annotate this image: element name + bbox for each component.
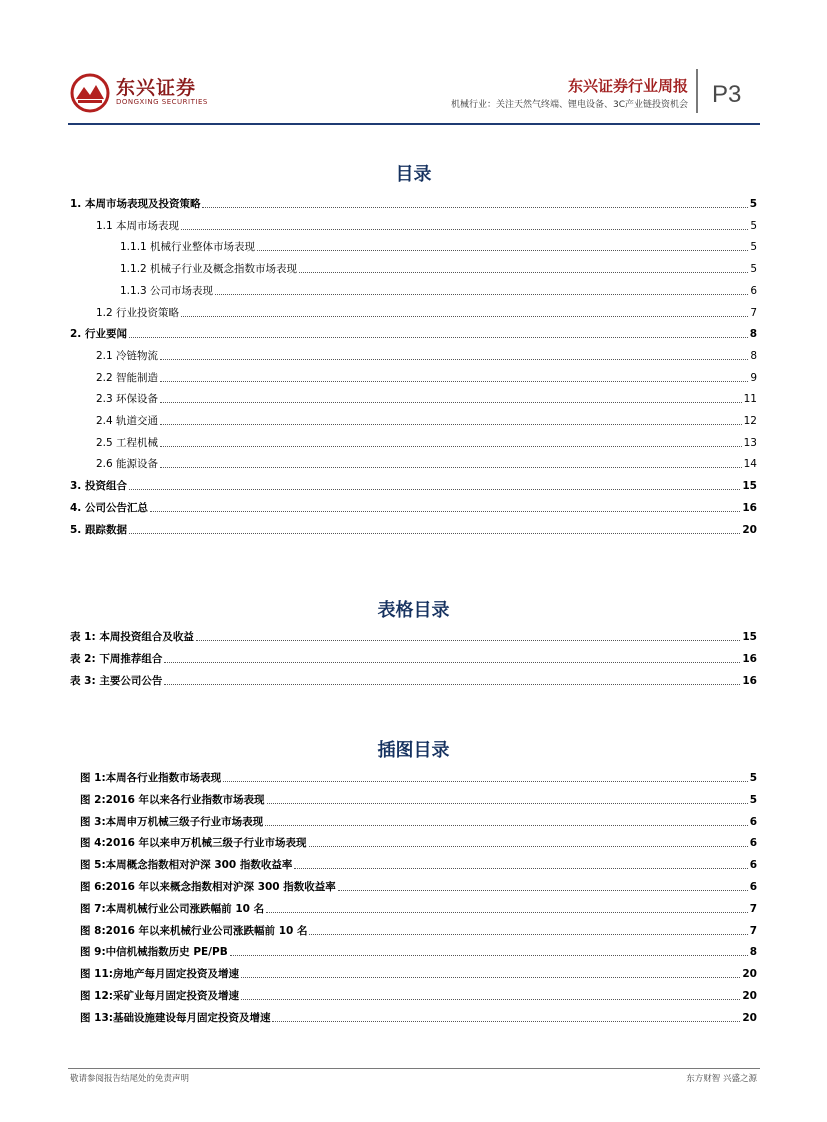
entry-label: 2. 行业要闻 bbox=[70, 328, 127, 341]
dot-leader bbox=[223, 781, 748, 782]
report-title: 东兴证券行业周报 bbox=[567, 77, 688, 95]
entry-label: 图 8:2016 年以来机械行业公司涨跌幅前 10 名 bbox=[80, 924, 308, 937]
figures-entry[interactable] bbox=[80, 902, 757, 916]
entry-label: 2.5 工程机械 bbox=[96, 436, 159, 449]
dot-leader bbox=[160, 467, 742, 468]
toc-entry[interactable] bbox=[70, 479, 757, 493]
figures-entry[interactable] bbox=[80, 880, 757, 894]
dot-leader bbox=[129, 533, 740, 534]
dot-leader bbox=[160, 424, 742, 425]
dot-leader bbox=[265, 825, 748, 826]
dongxing-logo-icon bbox=[70, 73, 110, 113]
toc-entry[interactable] bbox=[70, 523, 757, 537]
entry-page-number: 5 bbox=[749, 793, 757, 806]
entry-page-number: 6 bbox=[749, 881, 757, 893]
entry-page-number: 7 bbox=[750, 306, 757, 319]
dot-leader bbox=[267, 803, 748, 804]
entry-label: 图 6:2016 年以来概念指数相对沪深 300 指数收益率 bbox=[80, 881, 336, 893]
dot-leader bbox=[230, 955, 748, 956]
dot-leader bbox=[129, 337, 748, 338]
entry-label: 图 12:采矿业每月固定投资及增速 bbox=[80, 990, 239, 1002]
entry-page-number: 9 bbox=[750, 371, 757, 384]
entry-page-number: 20 bbox=[742, 968, 757, 981]
entry-label: 2.6 能源设备 bbox=[96, 458, 159, 471]
dot-leader bbox=[257, 250, 748, 251]
entry-page-number: 5 bbox=[750, 263, 757, 276]
entry-label: 1.1.2 机械子行业及概念指数市场表现 bbox=[120, 263, 298, 276]
dot-leader bbox=[266, 912, 748, 913]
dot-leader bbox=[129, 489, 740, 490]
entry-page-number: 15 bbox=[742, 480, 757, 493]
entry-page-number: 20 bbox=[742, 523, 757, 536]
dot-leader bbox=[241, 999, 740, 1000]
figures-entry[interactable] bbox=[80, 989, 757, 1003]
entry-page-number: 5 bbox=[749, 772, 757, 784]
entry-label: 图 2:2016 年以来各行业指数市场表现 bbox=[80, 793, 265, 806]
dot-leader bbox=[160, 446, 742, 447]
dot-leader bbox=[160, 381, 748, 382]
page-header bbox=[70, 65, 760, 123]
figures-entry[interactable] bbox=[80, 924, 757, 938]
entry-label: 图 13:基础设施建设每月固定投资及增速 bbox=[80, 1011, 271, 1024]
footer-rule bbox=[68, 1068, 760, 1069]
entry-page-number: 20 bbox=[742, 990, 757, 1002]
toc-entry[interactable] bbox=[96, 414, 757, 428]
entry-label: 3. 投资组合 bbox=[70, 480, 127, 493]
entry-label: 图 1:本周各行业指数市场表现 bbox=[80, 772, 222, 784]
entry-label: 2.1 冷链物流 bbox=[96, 349, 159, 362]
entry-page-number: 6 bbox=[749, 859, 757, 872]
entry-label: 图 11:房地产每月固定投资及增速 bbox=[80, 968, 239, 981]
page-number: P3 bbox=[712, 81, 742, 108]
entry-page-number: 16 bbox=[742, 675, 757, 687]
entry-page-number: 8 bbox=[750, 349, 757, 362]
entry-label: 图 9:中信机械指数历史 PE/PB bbox=[80, 946, 228, 959]
entry-label: 1.2 行业投资策略 bbox=[96, 306, 180, 319]
dot-leader bbox=[215, 294, 748, 295]
dot-leader bbox=[160, 359, 748, 360]
header-rule bbox=[68, 123, 760, 125]
toc-entry[interactable] bbox=[96, 349, 757, 363]
dot-leader bbox=[181, 316, 748, 317]
dot-leader bbox=[309, 846, 748, 847]
figures-entry[interactable] bbox=[80, 858, 757, 872]
toc-entry[interactable] bbox=[70, 197, 757, 211]
tables-entry[interactable] bbox=[70, 630, 757, 644]
entry-label: 图 7:本周机械行业公司涨跌幅前 10 名 bbox=[80, 902, 265, 915]
entry-label: 2.4 轨道交通 bbox=[96, 415, 159, 427]
toc-entry[interactable] bbox=[96, 306, 757, 320]
entry-page-number: 8 bbox=[749, 328, 757, 341]
toc-entry[interactable] bbox=[96, 392, 757, 406]
entry-page-number: 5 bbox=[750, 219, 757, 232]
dot-leader bbox=[164, 662, 740, 663]
dot-leader bbox=[294, 868, 747, 869]
figures-entry[interactable] bbox=[80, 1011, 757, 1025]
figures-entry[interactable] bbox=[80, 815, 757, 829]
toc-entry[interactable] bbox=[70, 501, 757, 515]
entry-label: 1.1.3 公司市场表现 bbox=[120, 284, 214, 297]
toc-entry[interactable] bbox=[70, 327, 757, 341]
entry-page-number: 8 bbox=[749, 946, 757, 959]
figures-entry[interactable] bbox=[80, 836, 757, 850]
dot-leader bbox=[299, 272, 748, 273]
toc-entry[interactable] bbox=[96, 371, 757, 385]
entry-page-number: 7 bbox=[749, 924, 757, 937]
figures-entry[interactable] bbox=[80, 793, 757, 807]
entry-page-number: 6 bbox=[750, 284, 757, 297]
entry-label: 图 3:本周申万机械三级子行业市场表现 bbox=[80, 815, 264, 828]
dot-leader bbox=[160, 402, 742, 403]
entry-page-number: 16 bbox=[742, 653, 757, 665]
entry-label: 表 2: 下周推荐组合 bbox=[70, 653, 163, 665]
entry-label: 1.1 本周市场表现 bbox=[96, 219, 180, 232]
entry-page-number: 5 bbox=[749, 198, 757, 210]
dot-leader bbox=[309, 934, 747, 935]
entry-page-number: 12 bbox=[743, 415, 757, 427]
tables-title: 表格目录 bbox=[377, 600, 450, 621]
entry-page-number: 5 bbox=[750, 241, 757, 254]
dot-leader bbox=[164, 684, 740, 685]
entry-label: 4. 公司公告汇总 bbox=[70, 501, 148, 514]
entry-page-number: 13 bbox=[743, 436, 757, 449]
entry-label: 图 4:2016 年以来申万机械三级子行业市场表现 bbox=[80, 837, 307, 850]
entry-page-number: 20 bbox=[742, 1011, 757, 1024]
entry-page-number: 6 bbox=[749, 837, 757, 850]
toc-entry[interactable] bbox=[120, 262, 757, 276]
footer-disclaimer: 敬请参阅报告结尾处的免责声明 bbox=[70, 1074, 190, 1084]
figures-entry[interactable] bbox=[80, 771, 757, 785]
figures-entry[interactable] bbox=[80, 945, 757, 959]
footer-slogan: 东方财智 兴盛之源 bbox=[686, 1074, 757, 1084]
entry-label: 表 3: 主要公司公告 bbox=[70, 675, 163, 687]
dot-leader bbox=[196, 640, 741, 641]
figures-title: 插图目录 bbox=[377, 740, 450, 761]
entry-page-number: 14 bbox=[743, 458, 757, 471]
report-subtitle: 机械行业：关注天然气终端、锂电设备、3C产业链投资机会 bbox=[450, 100, 688, 110]
dot-leader bbox=[181, 229, 748, 230]
entry-label: 5. 跟踪数据 bbox=[70, 523, 127, 536]
logo-text-en: DONGXING SECURITIES bbox=[116, 98, 208, 106]
dot-leader bbox=[150, 511, 740, 512]
dot-leader bbox=[272, 1021, 740, 1022]
entry-label: 1. 本周市场表现及投资策略 bbox=[70, 198, 201, 210]
figures-entry[interactable] bbox=[80, 967, 757, 981]
entry-label: 2.3 环保设备 bbox=[96, 393, 159, 406]
logo-text-cn: 东兴证券 bbox=[116, 77, 197, 99]
entry-page-number: 6 bbox=[749, 815, 757, 828]
entry-page-number: 7 bbox=[749, 902, 757, 915]
tables-entry[interactable] bbox=[70, 674, 757, 688]
toc-title: 目录 bbox=[395, 164, 432, 185]
tables-entry[interactable] bbox=[70, 652, 757, 666]
entry-page-number: 15 bbox=[742, 631, 757, 643]
entry-label: 表 1: 本周投资组合及收益 bbox=[70, 631, 194, 643]
dot-leader bbox=[338, 890, 748, 891]
toc-entry[interactable] bbox=[96, 219, 757, 233]
entry-label: 2.2 智能制造 bbox=[96, 371, 159, 384]
toc-entry[interactable] bbox=[120, 284, 757, 298]
toc-entry[interactable] bbox=[96, 457, 757, 471]
toc-entry[interactable] bbox=[120, 240, 757, 254]
header-divider bbox=[696, 69, 698, 113]
entry-label: 图 5:本周概念指数相对沪深 300 指数收益率 bbox=[80, 859, 293, 872]
entry-page-number: 11 bbox=[743, 393, 757, 406]
toc-entry[interactable] bbox=[96, 436, 757, 450]
entry-page-number: 16 bbox=[742, 501, 757, 514]
dot-leader bbox=[241, 977, 740, 978]
entry-label: 1.1.1 机械行业整体市场表现 bbox=[120, 241, 256, 254]
dot-leader bbox=[202, 207, 747, 208]
